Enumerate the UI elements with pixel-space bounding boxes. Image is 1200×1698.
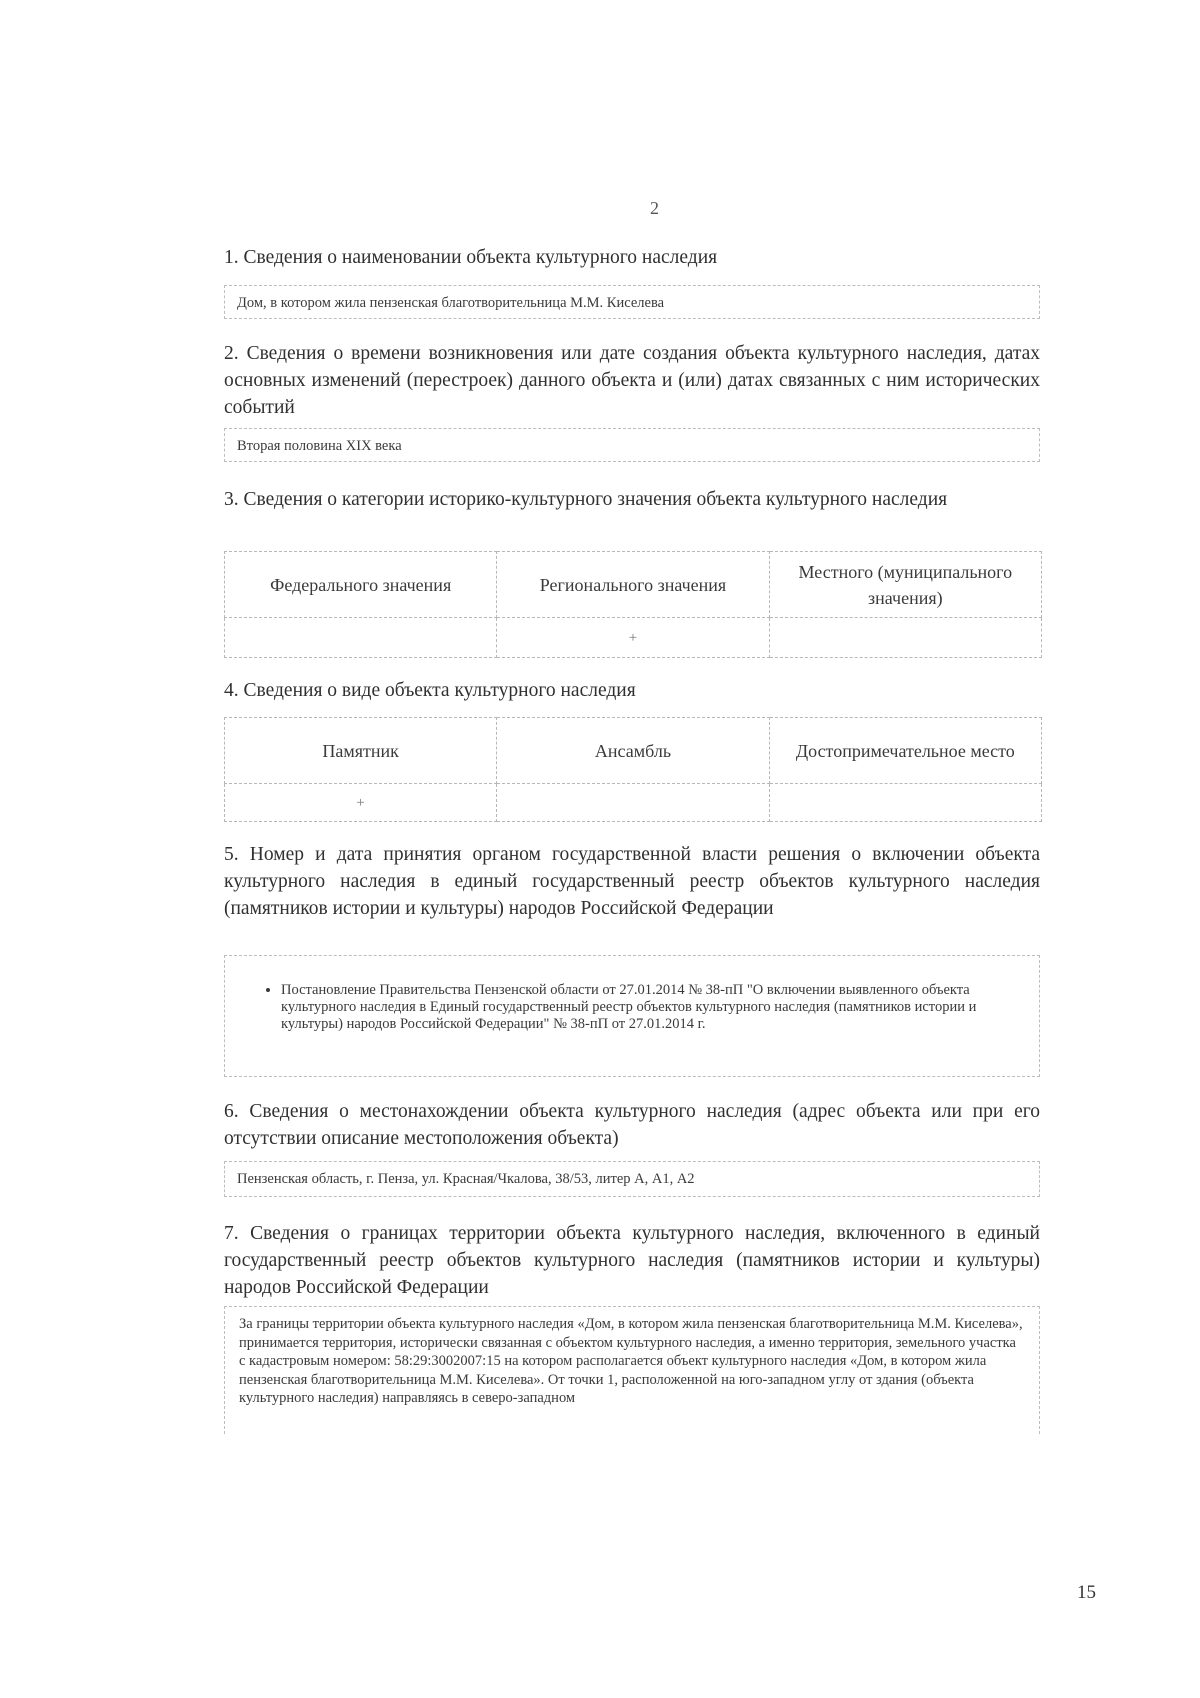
category-federal-mark xyxy=(225,618,497,658)
type-landmark-mark xyxy=(769,784,1041,822)
location-value: Пензенская область, г. Пенза, ул. Красная/Чкалова, 38/53, литер А, А1, А2 xyxy=(237,1171,695,1187)
section-6-value-box xyxy=(224,1161,1040,1197)
type-monument: Памятник xyxy=(225,718,497,784)
page-number: 15 xyxy=(1077,1582,1096,1603)
category-local: Местного (муниципального значения) xyxy=(769,552,1041,618)
registry-decision-list xyxy=(225,982,1039,1033)
section-6-heading: 6. Сведения о местонахождении объекта культурного наследия (адрес объекта или при его отсутствии описание местоположения объекта) xyxy=(224,1101,1040,1149)
section-2-value-box xyxy=(224,428,1040,462)
section-3-heading: 3. Сведения о категории историко-культурного значения объекта культурного наследия xyxy=(224,489,948,510)
category-federal: Федерального значения xyxy=(225,552,497,618)
creation-date-value: Вторая половина XIX века xyxy=(237,438,402,454)
category-regional-mark: + xyxy=(497,618,769,658)
section-1-value-box xyxy=(224,285,1040,319)
section-5-value-box xyxy=(224,955,1040,1077)
category-local-mark xyxy=(769,618,1041,658)
territory-boundary-value: За границы территории объекта культурного наследия «Дом, в котором жила пензенская благотворительница М.М. Киселева», принимается территория, исторически связанная с объектом культурного наследия, а именно территория, земельного участка с кадастровым номером: 58:29:3002007:15 на котором располагается объект культурного наследия «Дом, в котором жила пензенская благотворительница М.М. Киселева». От точки 1, расположенной на юго-западном углу от здания (объекта культурного наследия) направляясь в северо-западном xyxy=(239,1316,1023,1406)
section-4-heading: 4. Сведения о виде объекта культурного наследия xyxy=(224,680,636,701)
category-regional: Регионального значения xyxy=(497,552,769,618)
section-7-heading: 7. Сведения о границах территории объекта культурного наследия, включенного в единый государственный реестр объектов культурного наследия (памятников истории и культуры) народов Российской Федерации xyxy=(224,1223,1040,1298)
section-5-heading: 5. Номер и дата принятия органом государственной власти решения о включении объекта культурного наследия в единый государственный реестр объектов культурного наследия (памятников истории и культуры) народов Российской Федерации xyxy=(224,844,1040,919)
section-1-heading: 1. Сведения о наименовании объекта культурного наследия xyxy=(224,247,718,268)
type-monument-mark: + xyxy=(225,784,497,822)
section-2-heading: 2. Сведения о времени возникновения или дате создания объекта культурного наследия, датах основных изменений (перестроек) данного объекта и (или) датах связанных с ним исторических событий xyxy=(224,343,1040,418)
object-name-value: Дом, в котором жила пензенская благотворительница М.М. Киселева xyxy=(237,295,665,311)
type-ensemble: Ансамбль xyxy=(497,718,769,784)
type-table xyxy=(224,717,1042,822)
registry-decision-item: • Постановление Правительства Пензенской области от 27.01.2014 № 38-пП "О включении выявленного объекта культурного наследия в Единый государственный реестр объектов культурного наследия (памятников истории и культуры) народов Российской Федерации" № 38-пП от 27.01.2014 г. xyxy=(281,982,1025,1033)
category-table xyxy=(224,551,1042,658)
type-landmark: Достопримечательное место xyxy=(769,718,1041,784)
type-ensemble-mark xyxy=(497,784,769,822)
section-7-value-box xyxy=(224,1306,1040,1434)
top-page-number: 2 xyxy=(650,198,659,218)
